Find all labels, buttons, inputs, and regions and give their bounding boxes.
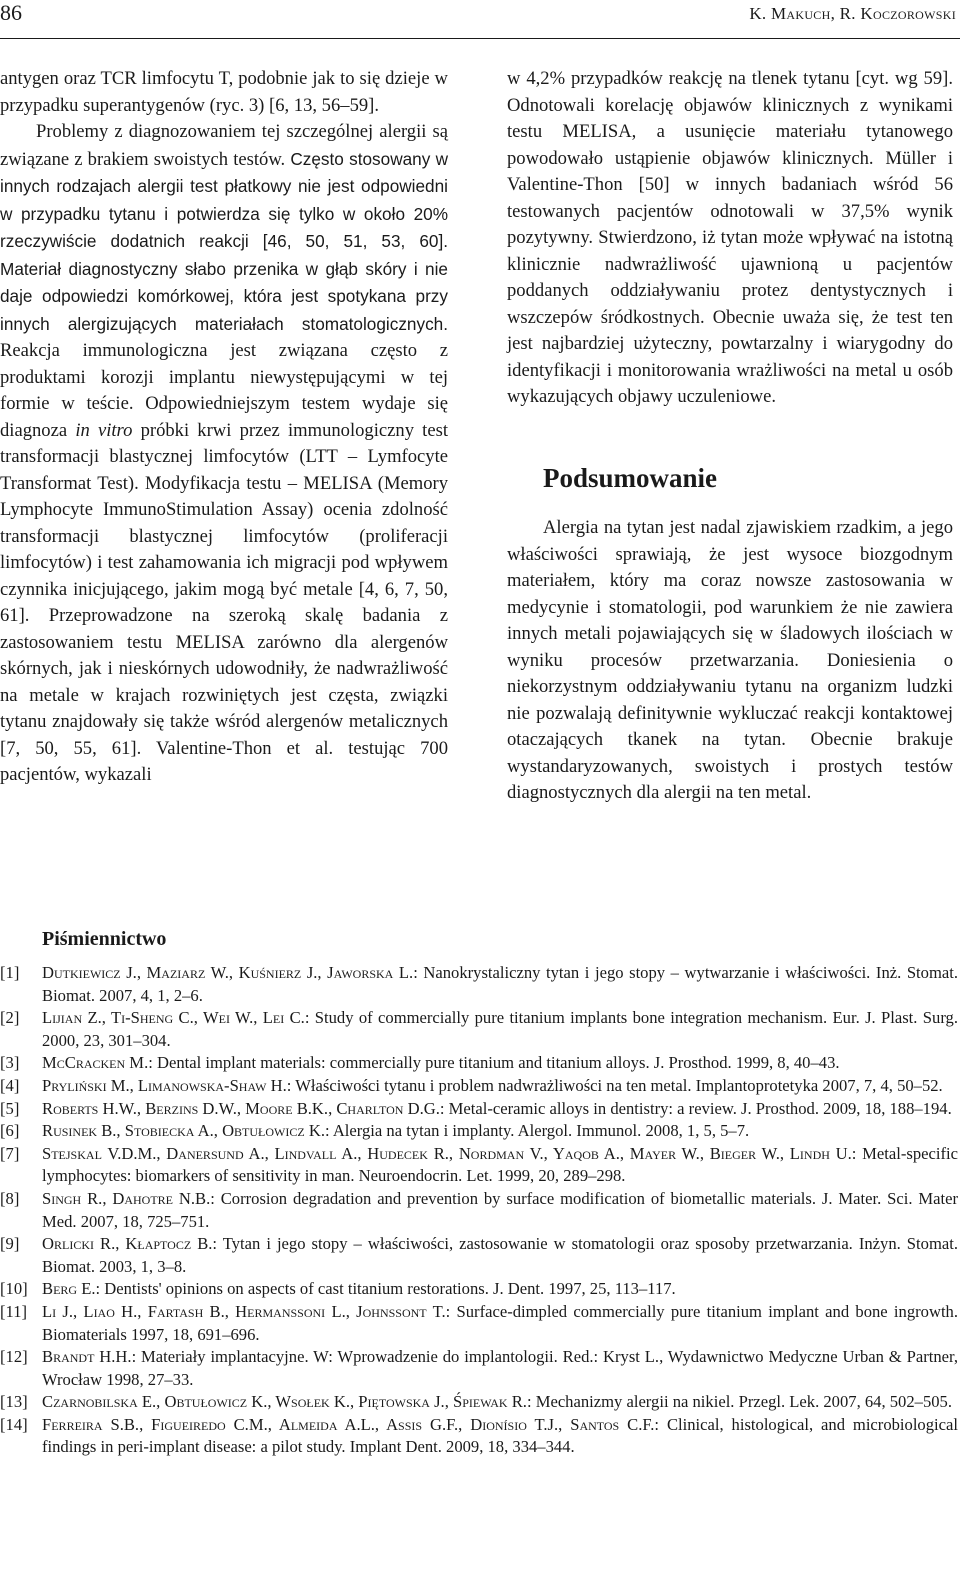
reference-authors: McCracken M. <box>42 1053 149 1073</box>
reference-number: [6] <box>0 1121 20 1141</box>
reference-text <box>42 1414 958 1459</box>
reference-item <box>0 1098 958 1121</box>
reference-authors: Stejskal V.D.M., Danersund A., Lindvall A., Hudecek R., Nordman V., Yaqob A., Mayer W., Bieger W., Lindh U. <box>42 1143 852 1163</box>
reference-authors: Berg E. <box>42 1279 96 1299</box>
reference-citation: : Materiały implantacyjne. W: Wprowadzenie do implantologii. Red.: Kryst L., Wydawnictwo Medyczne Urban & Partner, Wrocław 1998, 27–33. <box>42 1347 959 1389</box>
reference-text <box>42 1075 958 1098</box>
references-title: Piśmiennictwo <box>42 928 167 950</box>
reference-item <box>0 1301 958 1346</box>
reference-citation: : Dentists' opinions on aspects of cast titanium restorations. J. Dent. 1997, 25, 113–117. <box>95 1279 676 1299</box>
reference-number: [7] <box>0 1143 20 1163</box>
right-column <box>507 66 953 807</box>
reference-item <box>0 1391 958 1414</box>
reference-authors: Ferreira S.B., Figueiredo C.M., Almeida A.L., Assis G.F., Dionísio T.J., Santos C.F. <box>42 1414 655 1434</box>
reference-number: [10] <box>0 1279 28 1299</box>
references-list <box>0 962 958 1459</box>
reference-text <box>42 1007 958 1052</box>
reference-citation: : Alergia na tytan i implanty. Alergol. Immunol. 2008, 1, 5, 5–7. <box>324 1121 750 1141</box>
reference-number: [1] <box>0 963 20 982</box>
reference-authors: Brandt H.H. <box>42 1347 132 1367</box>
reference-citation: : Metal-specific lymphocytes: biomarkers of sensitivity in man. Neuroendocrin. Let. 1999, 20, 289–298. <box>42 1143 958 1186</box>
reference-citation: : Mechanizmy alergii na nikiel. Przegl. Lek. 2007, 64, 502–505. <box>526 1392 952 1412</box>
reference-citation: : Surface-dimpled commercially pure titanium implant and bone ingrowth. Biomaterials 1997, 18, 691–696. <box>42 1301 958 1344</box>
text-run-sans: Często stosowany w innych rodzajach alergii test płatkowy nie jest odpowiedni w przypadku tytanu i potwierdza się tylko w około 20% rzeczywiście dodatnich reakcji [46, 50, 51, 53, 60]. Materiał diagnostyczny słabo przenika w głąb skóry i nie daje odpowiedzi komórkowej, która jest spotykana przy innych alergizujących materiałach stomatologicznych. <box>0 148 448 334</box>
reference-authors: Li J., Liao H., Fartash B., Hermanssoni L., Johnssont T. <box>42 1301 446 1321</box>
reference-item <box>0 1120 958 1143</box>
reference-text <box>42 1346 958 1391</box>
reference-item <box>0 1346 958 1391</box>
reference-text <box>42 1143 958 1188</box>
reference-text <box>42 1188 958 1233</box>
reference-item <box>0 1075 958 1098</box>
reference-text <box>42 1278 958 1301</box>
reference-authors: Rusinek B., Stobiecka A., Obtułowicz K. <box>42 1121 325 1141</box>
section-title: Podsumowanie <box>543 462 718 493</box>
reference-authors: Lijian Z., Ti-Sheng C., Wei W., Lei C. <box>42 1008 305 1028</box>
reference-citation: : Dental implant materials: commercially pure titanium and titanium alloys. J. Prosthod. 1999, 8, 40–43. <box>148 1053 840 1073</box>
reference-text <box>42 1120 958 1143</box>
reference-item <box>0 962 958 1007</box>
reference-citation: : Nanokrystaliczny tytan i jego stopy – wytwarzanie i właściwości. Inż. Stomat. Biomat. 2007, 4, 1, 2–6. <box>42 963 958 1005</box>
reference-citation: : Tytan i jego stopy – właściwości, zastosowanie w stomatologii oraz sposoby przetwarzania. Inżyn. Stomat. Biomat. 2003, 1, 3–8. <box>42 1234 958 1276</box>
paragraph <box>0 119 448 789</box>
reference-number: [8] <box>0 1188 20 1208</box>
reference-item <box>0 1278 958 1301</box>
paragraph: w 4,2% przypadków reakcję na tlenek tytanu [cyt. wg 59]. Odnotowali korelację objawów klinicznych z wynikami testu MELISA, a usunięcie materiału tytanowego powodowało ustąpienie objawów klinicznych. Müller i Valentine-Thon [50] w innych badaniach wśród 56 testowanych pacjentów odnotowali w 37,5% wynik pozytywny. Stwierdzono, iż tytan może wpływać na istotną klinicznie nadwrażliwość ujawnioną u pacjentów poddanych oddziaływaniu protez dentystycznych i wszczepów śródkostnych. Obecnie uważa się, że test ten jest najbardziej użyteczny, powtarzalny i wiarygodny do identyfikacji i monitorowania wrażliwości na metal u osób wykazujących objawy uczuleniowe. <box>507 68 953 407</box>
text-run: Reakcja immunologiczna jest związana często z produktami korozji implantu niewystępującymi w tej formie w teście. Odpowiedniejszym testem wydaje się diagnoza <box>0 340 448 441</box>
reference-text <box>42 1391 958 1414</box>
left-column <box>0 66 448 789</box>
reference-item <box>0 1414 958 1459</box>
running-head: K. Makuch, R. Koczorowski <box>749 4 956 23</box>
reference-number: [9] <box>0 1234 20 1254</box>
reference-citation: : Clinical, histological, and microbiological findings in peri-implant disease: a pilot study. Implant Dent. 2009, 18, 334–344. <box>42 1414 958 1457</box>
reference-citation: : Study of commercially pure titanium implants bone integration mechanism. Eur. J. Plast. Surg. 2000, 23, 301–304. <box>42 1008 958 1050</box>
reference-item <box>0 1188 958 1233</box>
reference-authors: Singh R., Dahotre N.B. <box>42 1188 211 1208</box>
paragraph: Alergia na tytan jest nadal zjawiskiem rzadkim, a jego właściwości sprawiają, że jest wysoce biozgodnym materiałem, który ma coraz nowsze zastosowania w medycynie i stomatologii, pod warunkiem że nie zawiera innych metali pojawiających się w śladowych ilościach w wyniku procesów przetwarzania. Doniesienia o niekorzystnym oddziaływaniu tytanu na organizm ludzki nie pozwalają definitywnie wykluczać reakcji kontaktowej otaczających tkanek na tytan. Obecnie brakuje wystandaryzowanych, swoistych i prostych testów diagnostycznych dla alergii na ten metal. <box>507 517 953 803</box>
reference-number: [2] <box>0 1008 20 1028</box>
reference-text <box>42 962 958 1007</box>
reference-number: [13] <box>0 1392 28 1412</box>
reference-citation: : Metal-ceramic alloys in dentistry: a review. J. Prosthod. 2009, 18, 188–194. <box>439 1098 952 1118</box>
reference-item <box>0 1143 958 1188</box>
reference-authors: Pryliński M., Limanowska-Shaw H. <box>42 1075 287 1095</box>
reference-number: [14] <box>0 1414 28 1434</box>
text-run: Problemy z diagnozowaniem tej szczególnej alergii są związane z brakiem swoistych testów. <box>0 121 448 170</box>
reference-number: [3] <box>0 1053 20 1073</box>
reference-item <box>0 1052 958 1075</box>
text-run: próbki krwi przez immunologiczny test transformacji blastycznej limfocytów (LTT – Lymfocyte Transformat Test). Modyfikacja testu – MELISA (Memory Lymphocyte ImmunoStimulation Assay) ocenia zdolność transformacji blastycznej limfocytów (proliferacji limfocytów) i test zahamowania ich migracji pod wpływem czynnika inicjującego, jakim mogą być metale [4, 6, 7, 50, 61]. Przeprowadzone na szeroką skalę badania z zastosowaniem testu MELISA zarówno dla alergenów skórnych, jak i nieskórnych udowodniły, że nadwrażliwość na metale w krajach rozwiniętych jest częsta, związki tytanu znajdowały się także wśród alergenów metalicznych [7, 50, 55, 61]. Valentine-Thon et al. testując 700 pacjentów, wykazali <box>0 419 448 785</box>
reference-authors: Czarnobilska E., Obtułowicz K., Wsołek K., Piętowska J., Śpiewak R. <box>42 1392 527 1412</box>
italic-term: in vitro <box>75 419 133 441</box>
page-header <box>0 0 960 38</box>
reference-citation: : Właściwości tytanu i problem nadwrażliwości na ten metal. Implantoprotetyka 2007, 7, 4, 50–52. <box>286 1075 943 1095</box>
reference-text <box>42 1098 958 1121</box>
header-rule <box>0 38 960 39</box>
paragraph: antygen oraz TCR limfocytu T, podobnie jak to się dzieje w przypadku superantygenów (ryc. 3) [6, 13, 56–59]. <box>0 68 448 116</box>
reference-item <box>0 1007 958 1052</box>
reference-number: [4] <box>0 1075 20 1095</box>
reference-text <box>42 1233 958 1278</box>
reference-authors: Dutkiewicz J., Maziarz W., Kuśnierz J., Jaworska L. <box>42 963 414 982</box>
reference-text <box>42 1301 958 1346</box>
reference-number: [11] <box>0 1301 28 1321</box>
reference-item <box>0 1233 958 1278</box>
reference-citation: : Corrosion degradation and prevention by surface modification of biometallic materials. J. Mater. Sci. Mater Med. 2007, 18, 725–751. <box>42 1188 958 1231</box>
reference-authors: Orlicki R., Kłaptocz B. <box>42 1234 213 1254</box>
reference-text <box>42 1052 958 1075</box>
reference-number: [12] <box>0 1347 28 1367</box>
reference-authors: Roberts H.W., Berzins D.W., Moore B.K., Charlton D.G. <box>42 1098 440 1118</box>
reference-number: [5] <box>0 1098 20 1118</box>
page-number: 86 <box>0 0 22 25</box>
